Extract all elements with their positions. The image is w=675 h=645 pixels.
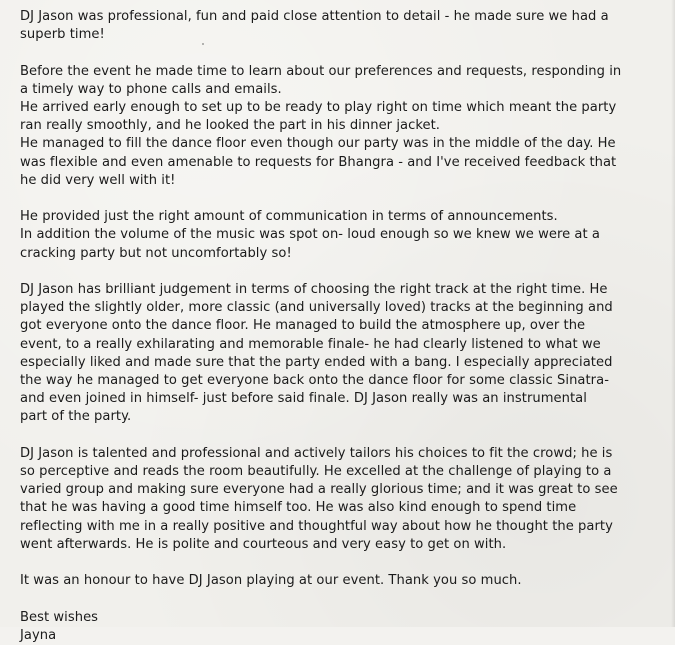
closing-line: Best wishes [20, 609, 99, 625]
paragraph-judgement: DJ Jason has brilliant judgement in terms of choosing the right track at the right time. He played the slightly older, more classic (and universally loved) tracks at the beginning and got everyone onto the dance floor. He managed to build the atmosphere up, over the event, to a really exhilarating and memorable finale- he had clearly listened to what we especially liked and made sure that the party ended with a bang. I especially appreciated the way he managed to get everyone back onto the dance floor for some classic Sinatra- and even joined in himself- just before said finale. DJ Jason really was an instrumental part of the party. [20, 282, 613, 425]
paragraph-communication: He provided just the right amount of communication in terms of announcements. In addition the volume of the music was spot on- loud enough so we knew we were at a cracking party but not uncomfortably so! [20, 209, 600, 261]
paragraph-talent: DJ Jason is talented and professional and actively tailors his choices to fit the crowd; he is so perceptive and reads the room beautifully. He excelled at the challenge of playing to a varied group and making sure everyone had a really glorious time; and it was great to see that he was having a good time himself too. He was also kind enough to spend time reflecting with me in a really positive and thoughtful way about how he thought the party went afterwards. He is polite and courteous and very easy to get on with. [20, 445, 618, 552]
scan-edge-shadow [671, 0, 675, 627]
paragraph-thanks: It was an honour to have DJ Jason playing at our event. Thank you so much. [20, 573, 522, 589]
signature-name: Jayna [20, 627, 57, 643]
paragraph-preparation: Before the event he made time to learn about our preferences and requests, responding in a timely way to phone calls and emails. He arrived early enough to set up to be ready to play right on time which meant the party ran really smoothly, and he looked the part in his dinner jacket. He managed to fill the dance floor even though our party was in the middle of the day. He was flexible and even amenable to requests for Bhangra - and I've received feedback that he did very well with it! [20, 63, 622, 188]
paragraph-intro: DJ Jason was professional, fun and paid close attention to detail - he made sure we had a superb time! [20, 9, 609, 43]
letter-body [20, 8, 670, 645]
scan-speck [202, 43, 204, 45]
